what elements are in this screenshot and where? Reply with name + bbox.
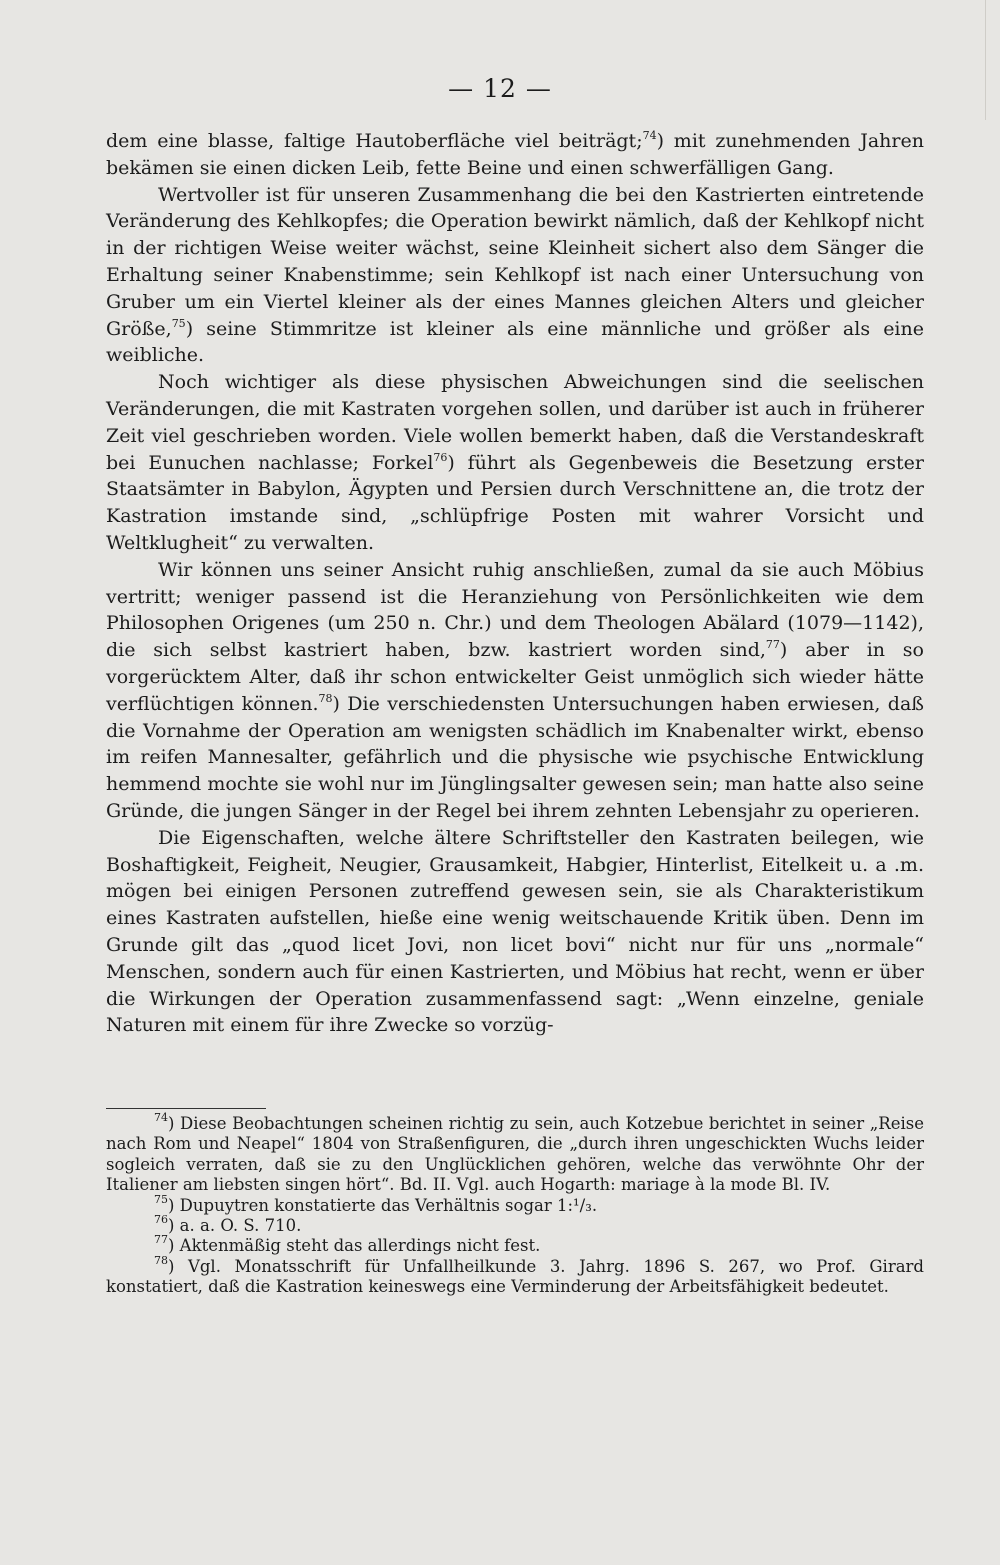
footnote-number: 75 <box>154 1192 168 1206</box>
footnote-divider <box>106 1108 266 1109</box>
footnote-ref-78: 78 <box>318 691 333 705</box>
footnote-76: $^{76}$) a. a. O. S. 710. <box>154 1213 302 1236</box>
paragraph-3: Noch wichtiger als diese physischen Abweichungen sind die seelischen Veränderungen, die mit Kastraten vorgehen sollen, und darüber ist auch in früherer Zeit viel geschrieben worden. Viele wollen bemerkt haben, daß die Verstandeskraft bei Eunuchen nachlasse; Forkel$^{76}$) führt als Gegenbeweis die Besetzung erster Staatsämter in Babylon, Ägypten und Persien durch Verschnittene an, die trotz der Kastration imstande sind, „schlüpfrige Posten mit wahrer Vorsicht und Weltklugheit“ zu verwalten. <box>106 371 924 554</box>
footnote-74: $^{74}$) Diese Beobachtungen scheinen richtig zu sein, auch Kotzebue berichtet in seiner „Reise nach Rom und Neapel“ 1804 von Straßenfiguren, die „durch ihren ungeschickten Wuchs leider sogleich verraten, daß sie zu den Unglücklichen gehören, welche das verwöhnte Ohr der Italiener am liebsten singen hört“. Bd. II. Vgl. auch Hogarth: mariage à la mode Bl. IV. <box>106 1111 924 1195</box>
footnote-77: $^{77}$) Aktenmäßig steht das allerdings nicht fest. <box>154 1233 541 1256</box>
footnote-number: 77 <box>154 1233 168 1247</box>
footnote-ref-74: 74 <box>642 129 657 142</box>
footnote-ref-77: 77 <box>765 638 780 652</box>
footnote-number: 78 <box>154 1253 168 1267</box>
footnote-78: $^{78}$) Vgl. Monatsschrift für Unfallheilkunde 3. Jahrg. 1896 S. 267, wo Prof. Girard konstatiert, daß die Kastration keineswegs eine Verminderung der Arbeitsfähigkeit bedeutet. <box>106 1253 924 1297</box>
paragraph-5: Die Eigenschaften, welche ältere Schriftsteller den Kastraten beilegen, wie Boshaftigkeit, Feigheit, Neugier, Grausamkeit, Habgier, Hinterlist, Eitelkeit u. a .m. mögen bei einigen Personen zutreffend gewesen sein, sie als Charakteristikum eines Kastraten aufstellen, hieße eine wenig weitschauende Kritik üben. Denn im Grunde gilt das „quod licet Jovi, non licet bovi“ nicht nur für uns „normale“ Menschen, sondern auch für einen Kastrierten, und Möbius hat recht, wenn er über die Wirkungen der Operation zusammenfassend sagt: „Wenn einzelne, geniale Naturen mit einem für ihre Zwecke so vorzüg- <box>106 826 924 1037</box>
paragraph-4: Wir können uns seiner Ansicht ruhig anschließen, zumal da sie auch Möbius vertritt; weniger passend ist die Heranziehung von Persönlichkeiten wie dem Philosophen Origenes (um 250 n. Chr.) und dem Theologen Abälard (1079—1142), die sich selbst kastriert haben, bzw. kastriert worden sind,$^{77}$) aber in so vorgerücktem Alter, daß ihr schon entwickelter Geist unmöglich sich wieder hätte verflüchtigen können.$^{78}$) Die verschiedensten Untersuchungen haben erwiesen, daß die Vornahme der Operation am wenigsten schädlich im Knabenalter wirkt, ebenso im reifen Mannesalter, gefährlich und die physische wie psychische Entwicklung hemmend mochte sie wohl nur im Jünglingsalter gewesen sein; man hatte also seine Gründe, die jungen Sänger in der Regel bei ihrem zehnten Lebensjahr zu operieren. <box>106 558 924 822</box>
paragraph-1: dem eine blasse, faltige Hautoberfläche viel beiträgt;$^{74}$) mit zunehmenden Jahren bekämen sie einen dicken Leib, fette Beine und einen schwerfälligen Gang. <box>106 129 924 179</box>
footnote-ref-76: 76 <box>433 450 448 464</box>
body-text <box>106 128 924 1039</box>
footnote-number: 74 <box>154 1111 168 1124</box>
page-number: — 12 — <box>448 74 552 103</box>
footnote-75: $^{75}$) Dupuytren konstatierte das Verhältnis sogar 1:¹/₃. <box>154 1192 598 1215</box>
footnotes <box>106 1111 924 1298</box>
paragraph-2: Wertvoller ist für unseren Zusammenhang die bei den Kastrierten eintretende Veränderung des Kehlkopfes; die Operation bewirkt nämlich, daß der Kehlkopf nicht in der richtigen Weise weiter wächst, seine Kleinheit sichert also dem Sänger die Erhaltung seiner Knabenstimme; sein Kehlkopf ist nach einer Untersuchung von Gruber um ein Viertel kleiner als der eines Mannes gleichen Alters und gleicher Größe,$^{75}$) seine Stimmritze ist kleiner als eine männliche und größer als eine weibliche. <box>106 183 924 367</box>
footnote-number: 76 <box>154 1213 168 1227</box>
footnote-ref-75: 75 <box>171 316 186 330</box>
